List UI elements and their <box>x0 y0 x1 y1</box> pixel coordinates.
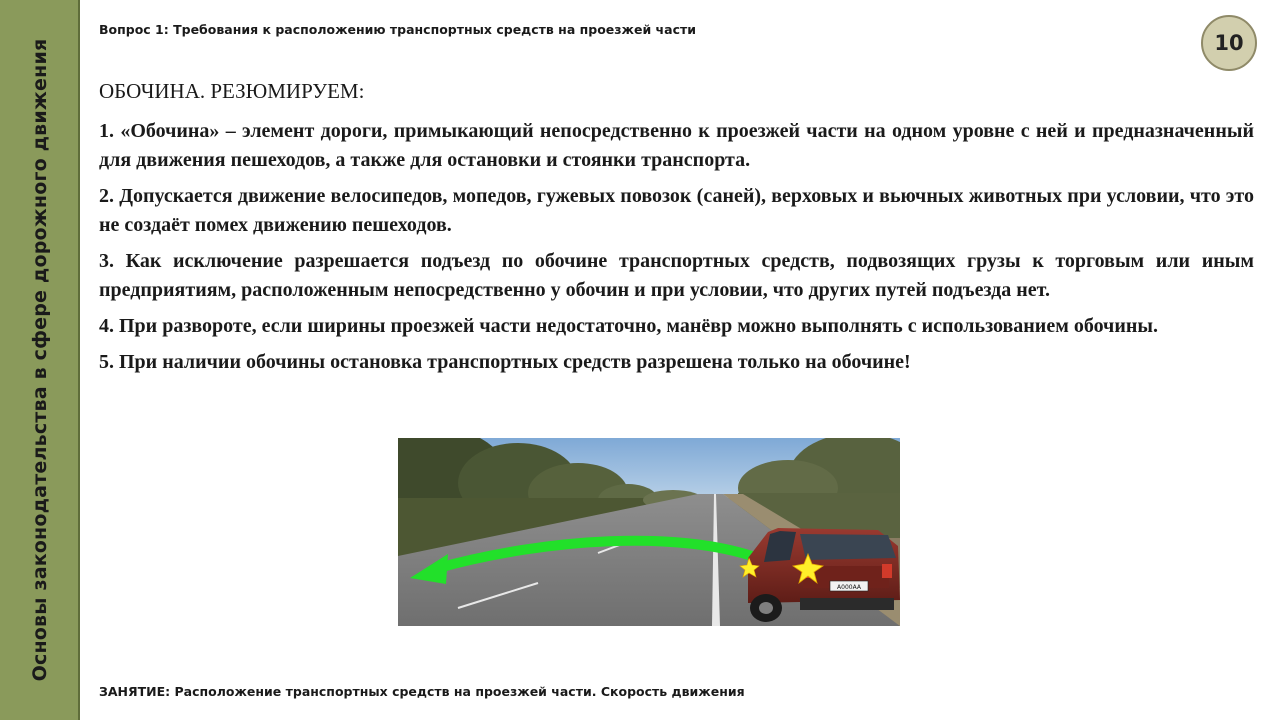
car <box>748 528 900 622</box>
page-number: 10 <box>1214 31 1244 55</box>
question-title: Вопрос 1: Требования к расположению транспортных средств на проезжей части <box>99 22 696 37</box>
point-3: 3. Как исключение разрешается подъезд по обочине транспортных средств, подвозящих грузы к торговым или иным предприятиям, расположенным непосредственно у обочин и при условии, что других путей подъезда нет. <box>99 250 1254 302</box>
main-content <box>99 78 1254 384</box>
section-heading: ОБОЧИНА. РЕЗЮМИРУЕМ: <box>99 79 365 103</box>
road-scene-illustration <box>398 438 900 626</box>
license-plate-text: A000AA <box>837 584 861 591</box>
point-5: 5. При наличии обочины остановка транспортных средств разрешена только на обочине! <box>99 351 911 374</box>
point-2: 2. Допускается движение велосипедов, мопедов, гужевых повозок (саней), верховых и вьючных животных при условии, что это не создаёт помех движению пешеходов. <box>99 185 1254 237</box>
sidebar-title: Основы законодательства в сфере дорожного движения <box>29 38 51 682</box>
road-shoulder-photo <box>398 438 900 626</box>
point-1: 1. «Обочина» – элемент дороги, примыкающий непосредственно к проезжей части на одном уровне с ней и предназначенный для движения пешеходов, а также для остановки и стоянки транспорта. <box>99 120 1254 172</box>
lesson-title: ЗАНЯТИЕ: Расположение транспортных средств на проезжей части. Скорость движения <box>99 684 745 699</box>
sidebar <box>0 0 80 720</box>
page-number-badge <box>1201 15 1257 71</box>
point-4: 4. При развороте, если ширины проезжей части недостаточно, манёвр можно выполнять с использованием обочины. <box>99 315 1158 338</box>
